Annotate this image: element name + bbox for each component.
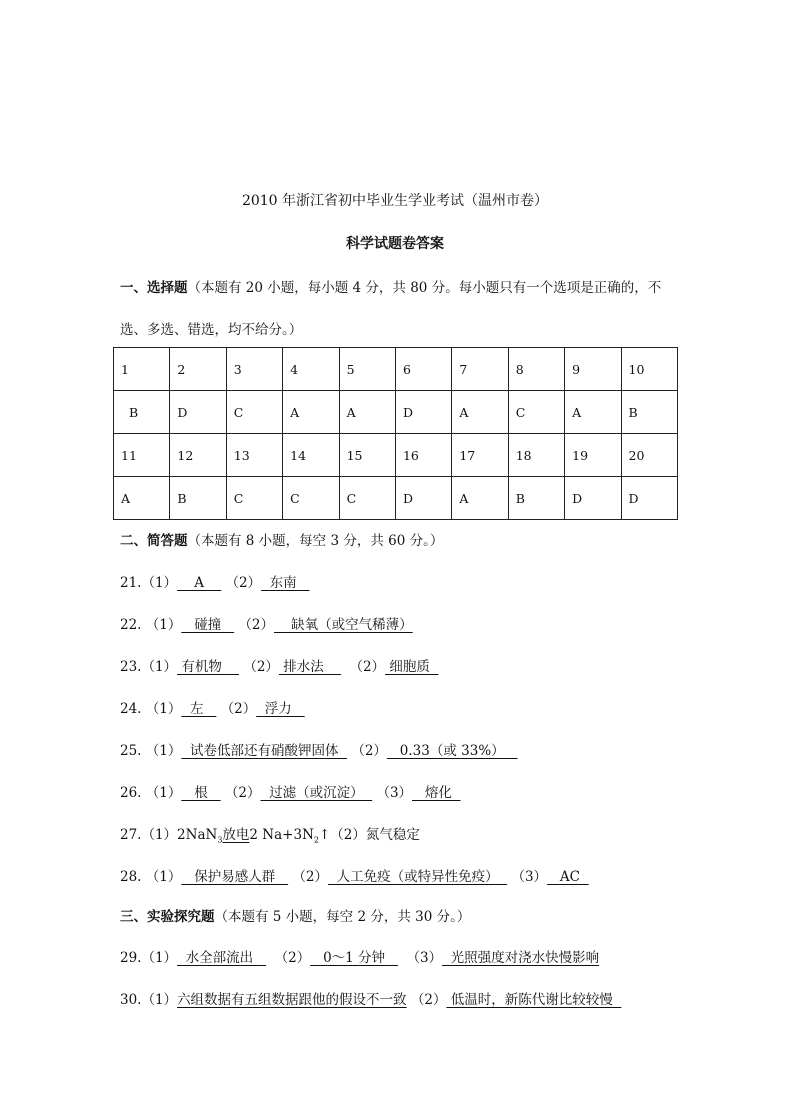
answer-blank: 0～1 分钟 xyxy=(310,950,398,966)
table-cell: 20 xyxy=(621,434,677,477)
answer-blank: 六组数据有五组数据跟他的假设不一致 xyxy=(177,992,407,1008)
answer-line-21 xyxy=(120,571,310,591)
answer-line-23 xyxy=(120,655,438,675)
section2-intro xyxy=(120,529,443,549)
table-cell: 2 xyxy=(170,348,226,391)
answer-blank: 保护易感人群 xyxy=(181,869,289,885)
section1-intro xyxy=(120,276,661,296)
choice-answer-table xyxy=(113,347,678,520)
question-number: 28. （1） xyxy=(120,869,182,885)
blank-marker: （2） xyxy=(266,950,311,966)
blank-marker: （2） xyxy=(234,617,274,633)
answer-line-29 xyxy=(120,946,599,966)
section1-desc-line2: 选、多选、错选，均不给分。） xyxy=(120,322,303,338)
table-cell: D xyxy=(621,477,677,520)
table-cell: A xyxy=(452,477,508,520)
section3-intro xyxy=(120,905,470,925)
table-cell: 7 xyxy=(452,348,508,391)
answer-blank: 根 xyxy=(181,785,221,801)
answer-line-25 xyxy=(120,739,518,759)
blank-marker: （2） xyxy=(340,659,386,675)
blank-marker: （2） xyxy=(406,992,447,1008)
answer-blank: 细胞质 xyxy=(385,659,439,675)
answer-blank: 过滤（或沉淀） xyxy=(260,785,373,801)
answer-blank: AC xyxy=(547,869,589,885)
table-cell: 15 xyxy=(339,434,395,477)
blank-marker: （2） xyxy=(239,659,279,675)
table-cell: 16 xyxy=(395,434,451,477)
section1-desc-line1: （本题有 20 小题，每小题 4 分，共 80 分。每小题只有一个选项是正确的，不 xyxy=(187,280,662,296)
table-cell: C xyxy=(283,477,339,520)
table-cell: 8 xyxy=(508,348,564,391)
answer-blank: 左 xyxy=(181,701,217,717)
table-cell: B xyxy=(170,477,226,520)
table-cell: 12 xyxy=(170,434,226,477)
section3-desc: （本题有 5 小题，每空 2 分，共 30 分。） xyxy=(214,909,471,925)
blank-marker: （3） xyxy=(372,785,413,801)
question-number: 25. （1） xyxy=(120,743,182,759)
table-cell: 11 xyxy=(114,434,170,477)
answer-tail: ↑（2）氮气稳定 xyxy=(318,827,420,843)
blank-marker: （2） xyxy=(221,575,262,591)
table-cell: C xyxy=(508,391,564,434)
table-cell: 3 xyxy=(226,348,282,391)
answer-blank: 东南 xyxy=(261,575,310,591)
table-cell: 10 xyxy=(621,348,677,391)
table-cell: B xyxy=(114,391,170,434)
document-subtitle: 科学试题卷答案 xyxy=(346,236,444,252)
answer-blank: 浮力 xyxy=(256,701,305,717)
question-number: 27.（1）2NaN xyxy=(120,827,218,843)
table-cell: 4 xyxy=(283,348,339,391)
section1-heading: 一、选择题 xyxy=(120,280,188,296)
subscript: 3 xyxy=(217,835,223,845)
answer-line-22 xyxy=(120,613,413,633)
answer-blank: 有机物 xyxy=(177,659,240,675)
table-cell: D xyxy=(565,477,621,520)
answer-blank: 0.33（或 33%） xyxy=(386,743,518,759)
table-cell: B xyxy=(621,391,677,434)
table-cell: 18 xyxy=(508,434,564,477)
table-row-answers xyxy=(114,477,678,520)
document-title: 2010 年浙江省初中毕业生学业考试（温州市卷） xyxy=(241,193,549,209)
answer-line-30 xyxy=(120,988,621,1008)
table-cell: 1 xyxy=(114,348,170,391)
table-cell: D xyxy=(395,391,451,434)
table-cell: 9 xyxy=(565,348,621,391)
table-cell: C xyxy=(226,477,282,520)
table-row-numbers xyxy=(114,434,678,477)
question-number: 22. （1） xyxy=(120,617,182,633)
answer-blank: A xyxy=(177,575,222,591)
answer-blank: 碰撞 xyxy=(181,617,235,633)
table-cell: A xyxy=(114,477,170,520)
blank-marker: （3） xyxy=(507,869,548,885)
question-number: 24. （1） xyxy=(120,701,182,717)
table-row-answers xyxy=(114,391,678,434)
section2-desc: （本题有 8 小题，每空 3 分，共 60 分。） xyxy=(187,533,444,549)
equation-products: 2 Na+3N xyxy=(249,827,314,843)
table-cell: 6 xyxy=(395,348,451,391)
blank-marker: （2） xyxy=(220,785,261,801)
question-number: 23.（1） xyxy=(120,659,178,675)
section2-heading: 二、简答题 xyxy=(120,533,188,549)
answer-line-28 xyxy=(120,865,589,885)
table-cell: C xyxy=(226,391,282,434)
answer-blank: 光照强度对浇水快慢影响 xyxy=(442,950,600,966)
answer-line-27 xyxy=(120,823,420,845)
answer-blank: 缺氧（或空气稀薄） xyxy=(274,617,413,633)
question-number: 21.（1） xyxy=(120,575,178,591)
table-cell: A xyxy=(565,391,621,434)
table-cell: D xyxy=(395,477,451,520)
answer-line-26 xyxy=(120,781,461,801)
table-cell: D xyxy=(170,391,226,434)
question-number: 29.（1） xyxy=(120,950,178,966)
answer-line-24 xyxy=(120,697,305,717)
answer-blank: 人工免疫（或特异性免疫） xyxy=(328,869,508,885)
table-cell: A xyxy=(452,391,508,434)
blank-marker: （2） xyxy=(216,701,257,717)
answer-blank: 水全部流出 xyxy=(177,950,267,966)
table-cell: 14 xyxy=(283,434,339,477)
blank-marker: （3） xyxy=(397,950,443,966)
blank-marker: （2） xyxy=(347,743,387,759)
table-row-numbers xyxy=(114,348,678,391)
table-cell: 19 xyxy=(565,434,621,477)
table-cell: A xyxy=(283,391,339,434)
table-cell: 17 xyxy=(452,434,508,477)
answer-blank: 试卷低部还有硝酸钾固体 xyxy=(181,743,348,759)
answer-blank: 低温时，新陈代谢比较较慢 xyxy=(446,992,622,1008)
table-cell: A xyxy=(339,391,395,434)
reaction-condition: 放电 xyxy=(222,827,250,843)
question-number: 30.（1） xyxy=(120,992,178,1008)
answer-blank: 排水法 xyxy=(278,659,341,675)
answer-blank: 熔化 xyxy=(412,785,461,801)
table-cell: C xyxy=(339,477,395,520)
table-cell: B xyxy=(508,477,564,520)
section3-heading: 三、实验探究题 xyxy=(120,909,215,925)
table-cell: 5 xyxy=(339,348,395,391)
blank-marker: （2） xyxy=(288,869,328,885)
table-cell: 13 xyxy=(226,434,282,477)
question-number: 26. （1） xyxy=(120,785,182,801)
subscript: 2 xyxy=(313,835,319,845)
